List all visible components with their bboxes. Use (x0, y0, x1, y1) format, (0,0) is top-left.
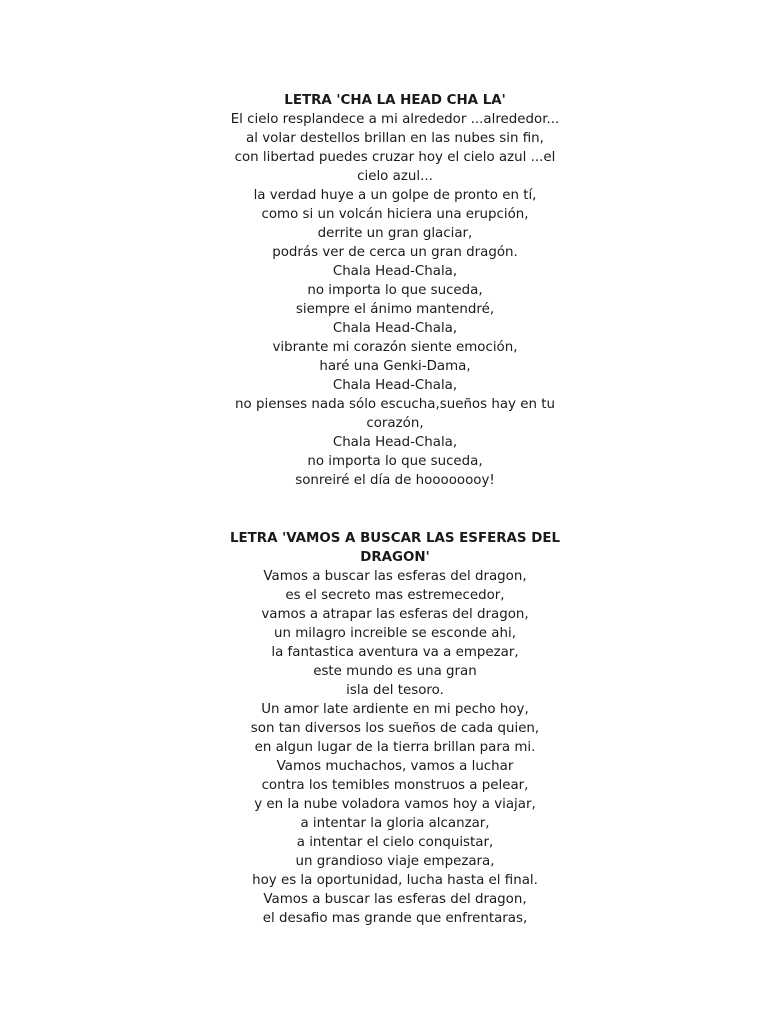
lyric-line: son tan diversos los sueños de cada quien, (250, 721, 540, 736)
song-cha-la-head-cha-la (222, 91, 568, 490)
lyric-line: Chala Head-Chala, (332, 378, 458, 393)
lyric-line: vamos a atrapar las esferas del dragon, (261, 607, 529, 622)
lyric-line: haré una Genki-Dama, (319, 359, 471, 374)
lyric-line: contra los temibles monstruos a pelear, (261, 778, 529, 793)
lyric-line: un milagro increible se esconde ahi, (274, 626, 516, 641)
lyric-line: y en la nube voladora vamos hoy a viajar, (254, 797, 536, 812)
lyric-line: podrás ver de cerca un gran dragón. (272, 245, 518, 260)
lyric-line: Vamos muchachos, vamos a luchar (276, 759, 514, 774)
lyric-line: Chala Head-Chala, (332, 435, 458, 450)
lyric-line: isla del tesoro. (346, 683, 444, 698)
song-lyrics (222, 567, 568, 928)
lyric-line: cielo azul... (357, 169, 433, 184)
lyric-line: vibrante mi corazón siente emoción, (272, 340, 518, 355)
lyric-line: la fantastica aventura va a empezar, (271, 645, 519, 660)
lyric-line: no importa lo que suceda, (307, 454, 483, 469)
lyric-line: un grandioso viaje empezara, (295, 854, 495, 869)
lyric-line: no pienses nada sólo escucha,sueños hay en tu (235, 397, 555, 412)
lyric-line: El cielo resplandece a mi alrededor ...alrededor... (230, 112, 560, 127)
lyric-line: es el secreto mas estremecedor, (285, 588, 505, 603)
lyric-line: a intentar el cielo conquistar, (296, 835, 494, 850)
song-title: LETRA 'CHA LA HEAD CHA LA' (284, 93, 506, 108)
lyric-line: el desafio mas grande que enfrentaras, (262, 911, 528, 926)
song-vamos-a-buscar (222, 529, 568, 928)
lyric-line: en algun lugar de la tierra brillan para mi. (254, 740, 536, 755)
lyric-line: como si un volcán hiciera una erupción, (261, 207, 529, 222)
lyric-line: corazón, (366, 416, 424, 431)
lyric-line: a intentar la gloria alcanzar, (300, 816, 490, 831)
lyric-line: Vamos a buscar las esferas del dragon, (263, 892, 527, 907)
lyric-line: siempre el ánimo mantendré, (295, 302, 495, 317)
lyric-line: derrite un gran glaciar, (317, 226, 473, 241)
lyric-line: al volar destellos brillan en las nubes sin fin, (246, 131, 544, 146)
song-title: LETRA 'VAMOS A BUSCAR LAS ESFERAS DEL DRAGON' (229, 531, 561, 565)
lyric-line: Vamos a buscar las esferas del dragon, (263, 569, 527, 584)
lyric-line: la verdad huye a un golpe de pronto en tí, (253, 188, 537, 203)
song-lyrics (222, 110, 568, 490)
lyric-line: con libertad puedes cruzar hoy el cielo azul ...el (234, 150, 556, 165)
lyric-line: sonreiré el día de hoooooooy! (295, 473, 495, 488)
lyric-line: hoy es la oportunidad, lucha hasta el final. (252, 873, 538, 888)
lyric-line: este mundo es una gran (313, 664, 477, 679)
lyric-line: Chala Head-Chala, (332, 321, 458, 336)
lyric-line: Chala Head-Chala, (332, 264, 458, 279)
lyric-line: Un amor late ardiente en mi pecho hoy, (261, 702, 529, 717)
lyric-line: no importa lo que suceda, (307, 283, 483, 298)
